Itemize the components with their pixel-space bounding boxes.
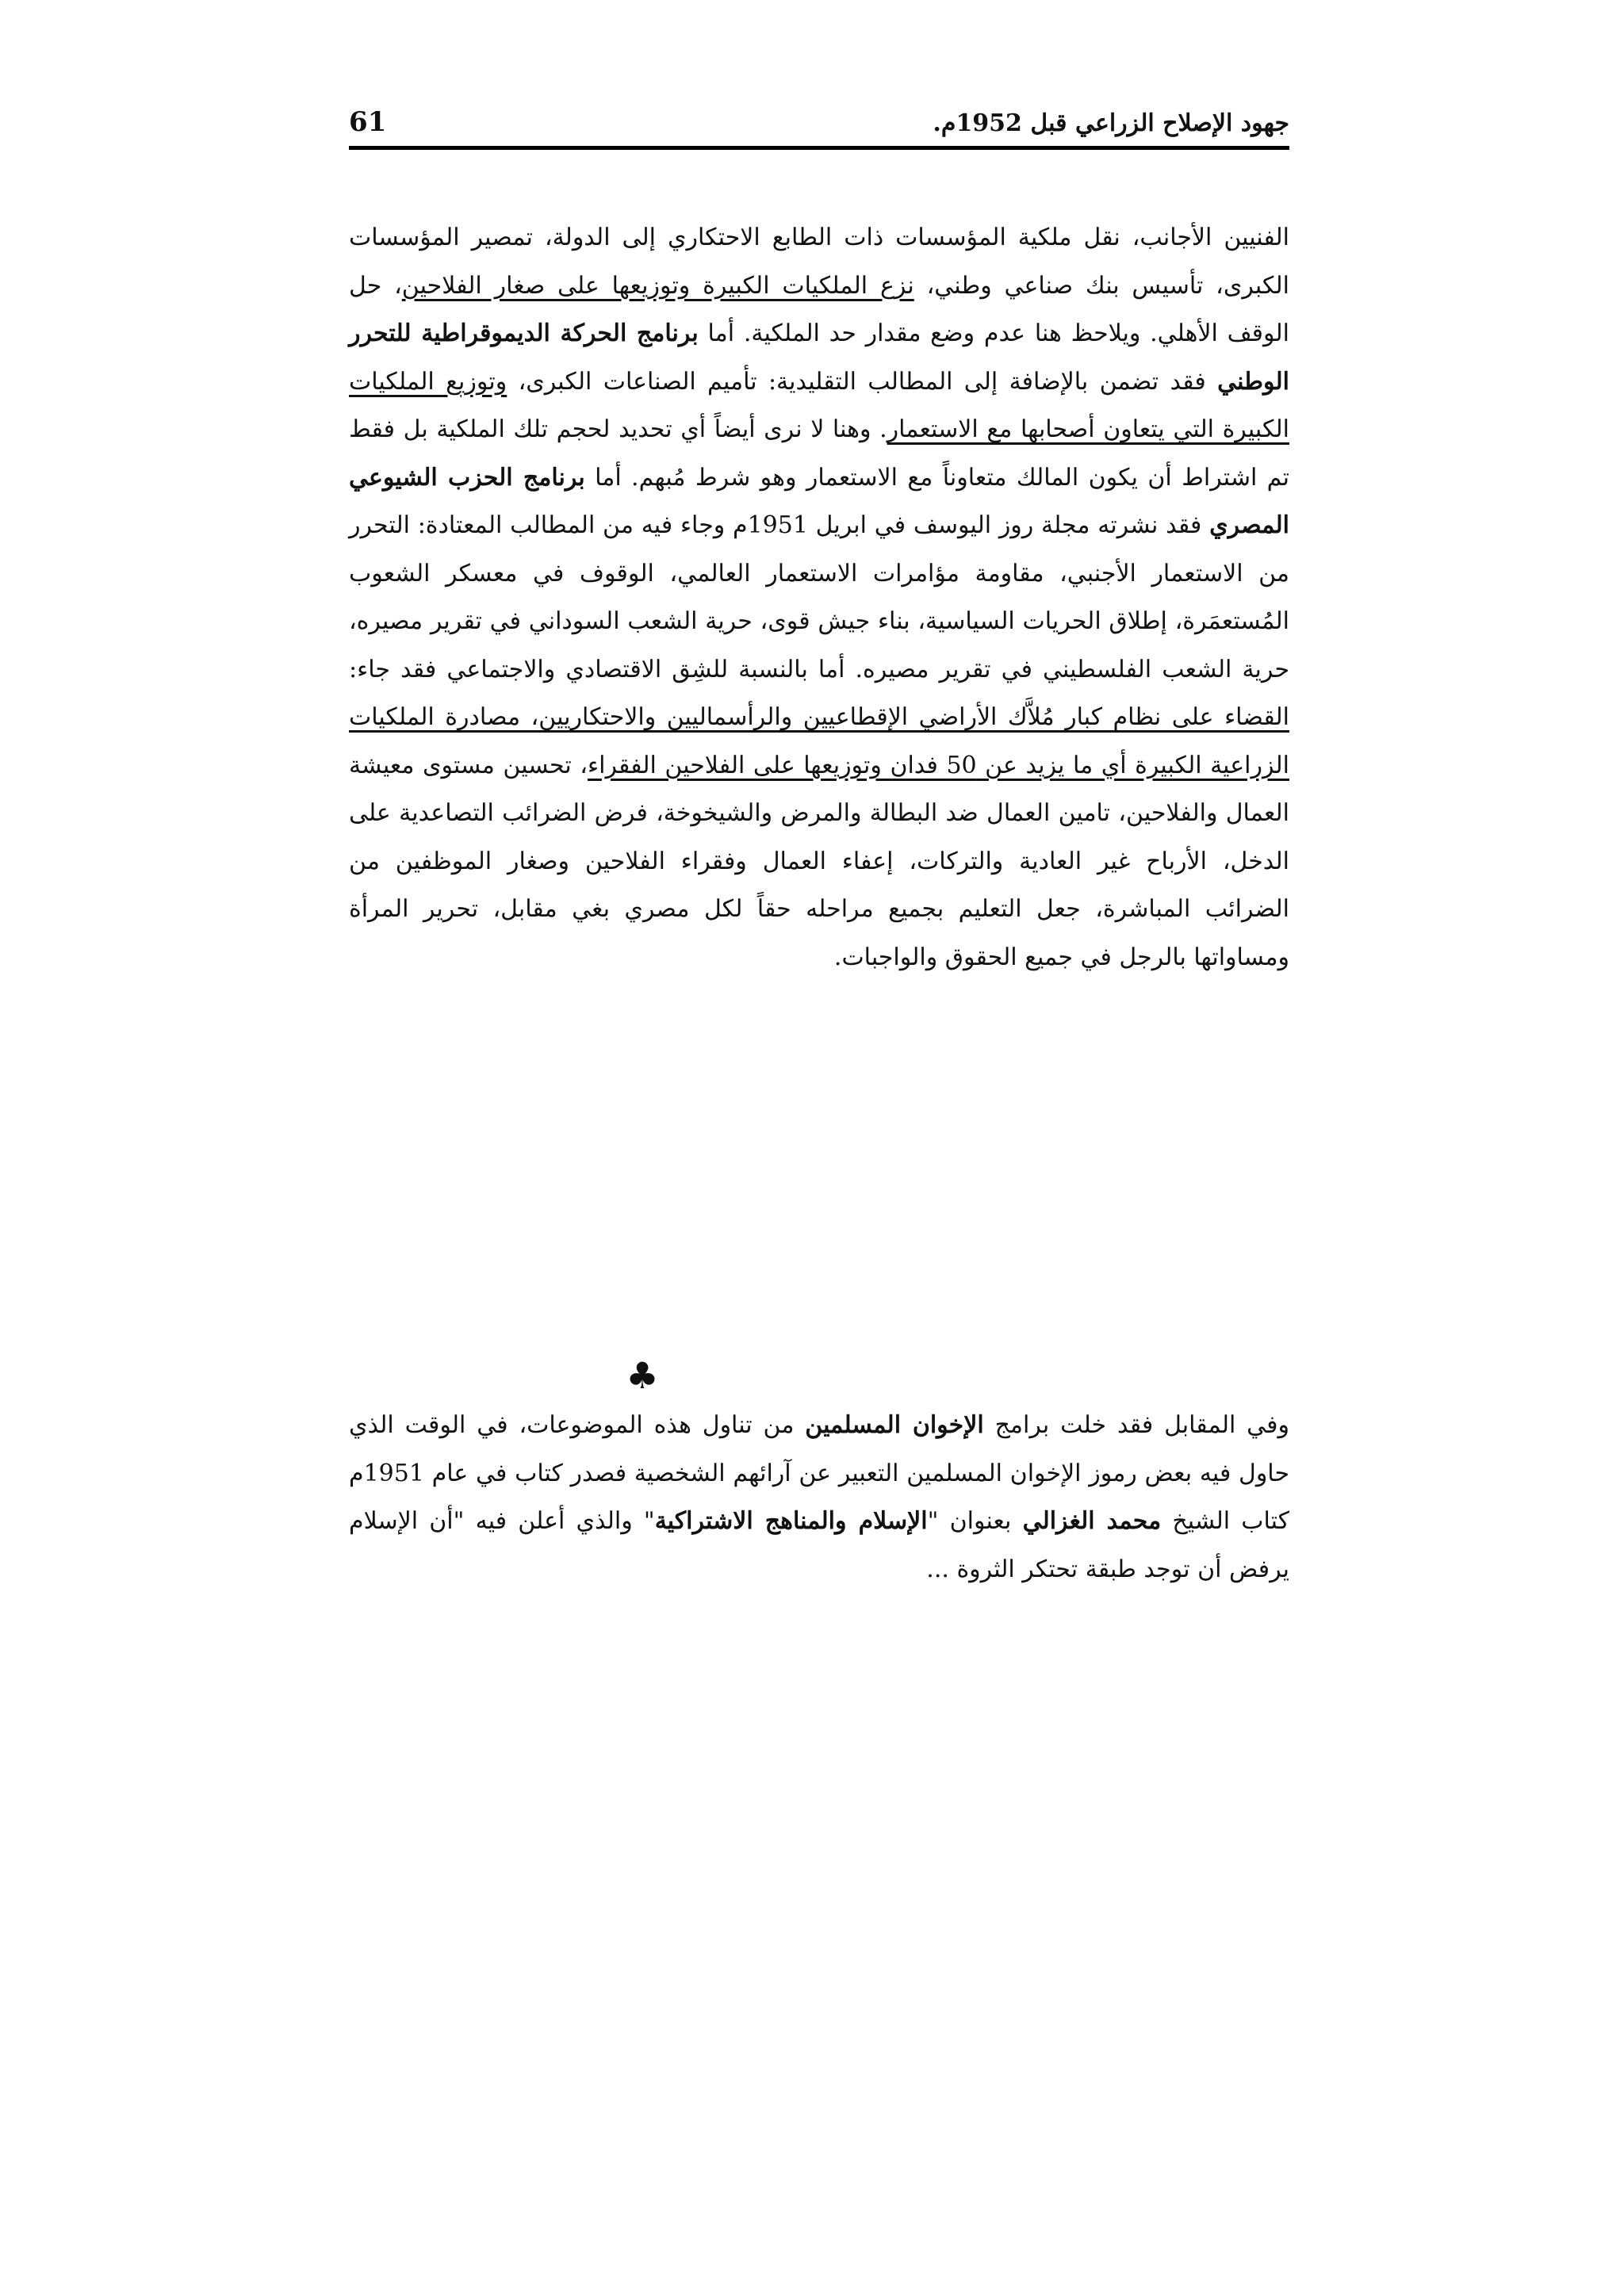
text-run: . وهنا لا نرى أيضاً أي تحديد لحجم تلك الملكية بل فقط تم اشتراط أن يكون المالك متعاوناً مع الاستعمار وهو شرط مُبهم. أما: [349, 415, 1289, 492]
running-title: جهود الإصلاح الزراعي قبل 1952م.: [933, 109, 1289, 137]
text-run: بعنوان ": [927, 1507, 1023, 1535]
bold-text: الإخوان المسلمين: [805, 1411, 984, 1439]
text-run: فقد تضمن بالإضافة إلى المطالب التقليدية: تأميم الصناعات الكبرى،: [507, 367, 1218, 396]
text-run: فقد نشرته مجلة روز اليوسف في ابريل 1951م وجاء فيه من المطالب المعتادة: التحرر من الاستعمار الأجنبي، مقاومة مؤامرات الاستعمار العالمي، الوقوف في معسكر الشعوب المُستعمَرة، إطلاق الحريات السياسية، بناء جيش قوى، حرية الشعب السوداني في تقرير مصيره، حرية الشعب الفلسطيني في تقرير مصيره. أما بالنسبة للشِق الاقتصادي والاجتماعي فقد جاء:: [349, 511, 1289, 683]
text-run: ، حل الوقف الأهلي. ويلاحظ هنا عدم وضع مقدار حد الملكية. أما: [349, 271, 1289, 347]
text-run: " والذي أعلن فيه "أن الإسلام يرفض أن توجد طبقة تحتكر الثروة ...: [349, 1507, 1289, 1583]
underlined-text: نزع الملكيات الكبيرة وتوزيعها على صغار الفلاحين: [401, 271, 914, 300]
bold-text: برنامج الحركة الديموقراطية للتحرر الوطني: [349, 320, 1289, 396]
bold-text: برنامج الحزب الشيوعي المصري: [349, 463, 1289, 539]
text-run: من تناول هذه الموضوعات، في الوقت الذي حاول فيه بعض رموز الإخوان المسلمين التعبير عن آرائهم الشخصية فصدر كتاب في عام 1951م كتاب الشيخ: [349, 1411, 1289, 1535]
page-number: 61: [349, 106, 387, 138]
text-run: وفي المقابل فقد خلت برامج: [983, 1411, 1290, 1439]
text-run: ، تحسين مستوى معيشة العمال والفلاحين، تامين العمال ضد البطالة والمرض والشيخوخة، فرض الضرائب التصاعدية على الدخل، الأرباح غير العادية والتركات، إعفاء العمال وفقراء الفلاحين وصغار الموظفين من الضرائب المباشرة، جعل التعليم بجميع مراحله حقاً لكل مصري بغي مقابل، تحرير المرأة ومساواتها بالرجل في جميع الحقوق والواجبات.: [349, 751, 1289, 971]
paragraph-1: [349, 214, 1289, 982]
paragraph-2: [349, 1402, 1289, 1594]
underlined-text: القضاء على نظام كبار مُلاَّك الأراضي الإقطاعيين والرأسماليين والاحتكاريين، مصادرة الملكيات الزراعية الكبيرة أي ما يزيد عن 50 فدان وتوزيعها على الفلاحين الفقراء: [349, 703, 1289, 779]
header-rule: [349, 146, 1289, 150]
underlined-text: وتوزيع الملكيات الكبيرة التي يتعاون أصحابها مع الاستعمار: [349, 367, 1289, 443]
text-run: الفنيين الأجانب، نقل ملكية المؤسسات ذات الطابع الاحتكاري إلى الدولة، تمصير المؤسسات الكبرى، تأسيس بنك صناعي وطني،: [349, 224, 1289, 300]
club-ornament-icon: ♣: [626, 1354, 659, 1397]
bold-text: محمد الغزالي: [1022, 1507, 1162, 1535]
page-header: [349, 100, 1289, 151]
bold-text: الإسلام والمناهج الاشتراكية: [654, 1507, 928, 1535]
